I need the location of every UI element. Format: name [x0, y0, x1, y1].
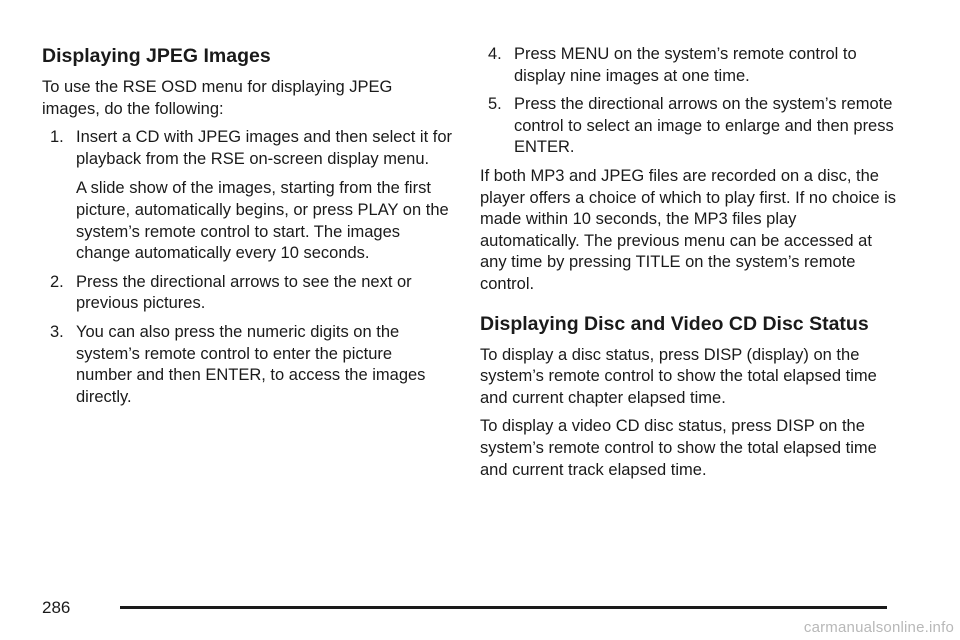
footer-rule — [120, 606, 887, 609]
step-text: You can also press the numeric digits on the system’s remote control to enter the picture number and then ENTER, to access the images directly. — [76, 322, 426, 406]
steps-list-part1 — [42, 127, 452, 408]
list-item-step-2 — [42, 272, 452, 315]
disc-status-paragraph: To display a disc status, press DISP (display) on the system’s remote control to show the total elapsed time and current chapter elapsed time. — [480, 345, 877, 407]
list-item-step-4 — [480, 44, 900, 87]
steps-list-part2 — [480, 44, 900, 159]
left-column — [42, 44, 452, 415]
step-text: Press the directional arrows to see the next or previous pictures. — [76, 272, 412, 313]
right-column — [480, 44, 900, 488]
step-note: A slide show of the images, starting from the first picture, automatically begins, or press PLAY on the system’s remote control to start. The images change automatically every 10 seconds. — [76, 179, 449, 263]
section-heading-jpeg: Displaying JPEG Images — [42, 45, 271, 67]
step-number: 2. — [50, 272, 64, 291]
step-text: Press the directional arrows on the system’s remote control to select an image to enlarge and then press ENTER. — [514, 95, 894, 157]
list-item-step-3 — [42, 322, 452, 408]
list-item-step-1 — [42, 127, 452, 265]
page-number: 286 — [42, 598, 71, 617]
intro-paragraph: To use the RSE OSD menu for displaying JPEG images, do the following: — [42, 78, 393, 118]
step-number: 5. — [488, 95, 502, 114]
closing-paragraph: If both MP3 and JPEG files are recorded on a disc, the player offers a choice of which to play first. If no choice is made within 10 seconds, the MP3 files play automatically. The previous menu can be accessed at any time by pressing TITLE on the system’s remote control. — [480, 166, 897, 293]
step-number: 4. — [488, 45, 502, 63]
page-footer — [42, 596, 887, 620]
watermark: carmanualsonline.info — [803, 619, 954, 636]
section-heading-disc-status: Displaying Disc and Video CD Disc Status — [480, 312, 869, 335]
step-text: Press MENU on the system’s remote control to display nine images at one time. — [514, 45, 857, 85]
step-text: Insert a CD with JPEG images and then select it for playback from the RSE on-screen display menu. — [76, 128, 452, 168]
list-item-step-5 — [480, 94, 900, 159]
video-cd-status-paragraph: To display a video CD disc status, press DISP on the system’s remote control to show the total elapsed time and current track elapsed time. — [480, 417, 877, 479]
step-number: 1. — [50, 128, 64, 147]
step-number: 3. — [50, 322, 64, 341]
